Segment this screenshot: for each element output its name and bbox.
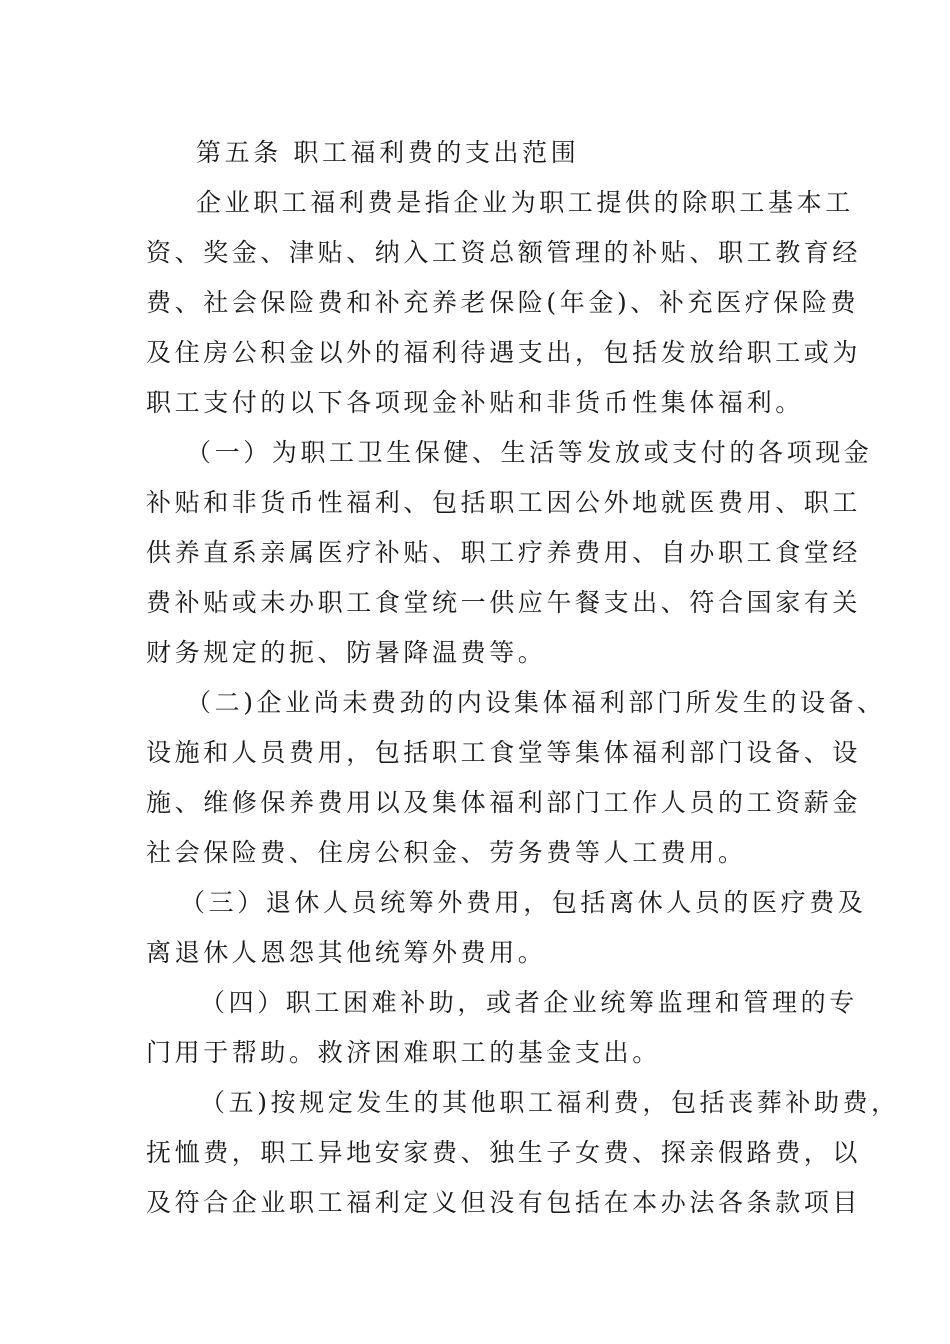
- paragraph-line: 门用于帮助。救济困难职工的基金支出。: [146, 1038, 661, 1067]
- paragraph-line: （二)企业尚未费劲的内设集体福利部门所发生的设备、: [186, 688, 886, 717]
- paragraph-line: （五)按规定发生的其他职工福利费，包括丧葬补助费，: [200, 1088, 900, 1117]
- paragraph-line: 资、奖金、津贴、纳入工资总额管理的补贴、职工教育经: [146, 238, 862, 267]
- paragraph-line: （三）退休人员统筹外费用，包括离休人员的医疗费及: [180, 888, 867, 917]
- paragraph-line: 职工支付的以下各项现金补贴和非货币性集体福利。: [146, 388, 804, 417]
- paragraph-line: 费补贴或未办职工食堂统一供应午餐支出、符合国家有关: [146, 588, 862, 617]
- paragraph-line: 企业职工福利费是指企业为职工提供的除职工基本工: [196, 188, 854, 217]
- paragraph-line: 费、社会保险费和补充养老保险(年金)、补充医疗保险费: [146, 288, 860, 317]
- paragraph-line: 供养直系亲属医疗补贴、职工疗养费用、自办职工食堂经: [146, 538, 862, 567]
- article-heading: 第五条 职工福利费的支出范围: [196, 138, 580, 167]
- paragraph-line: 及住房公积金以外的福利待遇支出，包括发放给职工或为: [146, 338, 862, 367]
- paragraph-line: （四）职工困难补助，或者企业统筹监理和管理的专: [200, 988, 858, 1017]
- paragraph-line: 社会保险费、住房公积金、劳务费等人工费用。: [146, 838, 747, 867]
- paragraph-line: 财务规定的扼、防暑降温费等。: [146, 638, 547, 667]
- paragraph-line: （一）为职工卫生保健、生活等发放或支付的各项现金: [186, 438, 873, 467]
- paragraph-line: 及符合企业职工福利定义但没有包括在本办法各条款项目: [146, 1188, 862, 1217]
- paragraph-line: 补贴和非货币性福利、包括职工因公外地就医费用、职工: [146, 488, 862, 517]
- paragraph-line: 离退休人恩怨其他统筹外费用。: [146, 938, 547, 967]
- paragraph-line: 施、维修保养费用以及集体福利部门工作人员的工资薪金: [146, 788, 862, 817]
- paragraph-line: 设施和人员费用，包括职工食堂等集体福利部门设备、设: [146, 738, 862, 767]
- paragraph-line: 抚恤费，职工异地安家费、独生子女费、探亲假路费，以: [146, 1138, 862, 1167]
